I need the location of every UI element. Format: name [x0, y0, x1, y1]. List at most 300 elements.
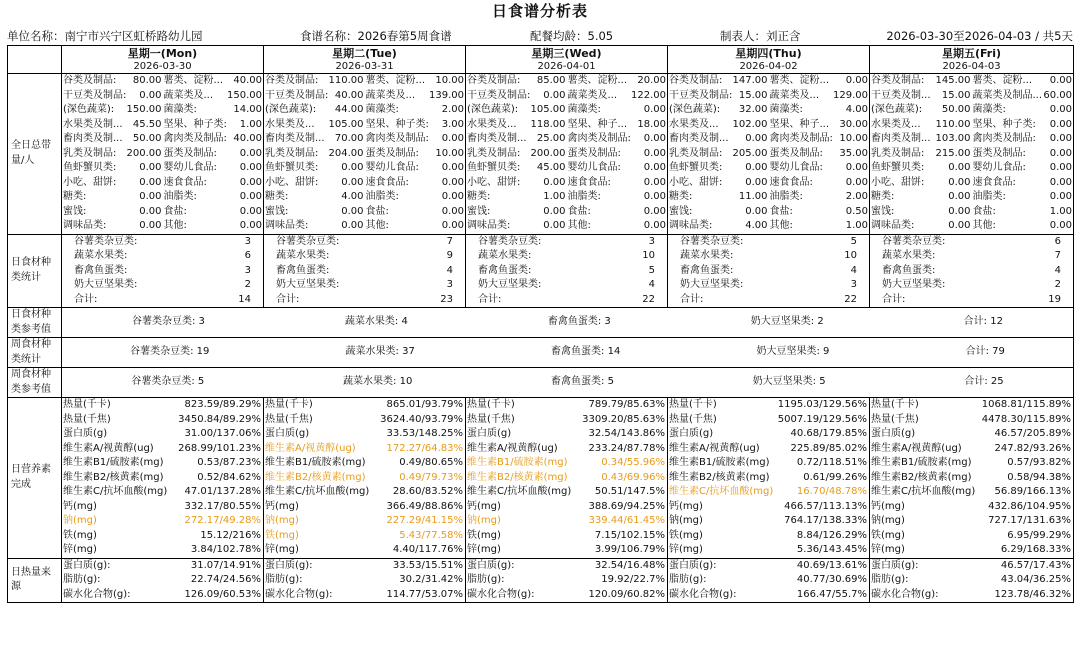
amount-item: [870, 147, 972, 162]
food-category-label: 畜肉类及制...: [265, 133, 325, 144]
nutrient-line: [264, 543, 465, 558]
food-category-label: 油脂类:: [163, 191, 197, 202]
reference-label: 合计:: [965, 346, 989, 358]
nutrient-label: 蛋白质(g): [871, 428, 916, 439]
energy-label: 脂肪(g):: [63, 574, 101, 585]
amount-line: [668, 103, 869, 118]
nutrient-line: [466, 543, 667, 558]
type-label: 奶大豆坚果类:: [882, 279, 946, 290]
energy-line: [870, 559, 1073, 574]
amount-item: [769, 205, 870, 220]
nutrient-value: 0.57/93.82%: [1007, 457, 1071, 468]
food-category-label: 坚果、种子...: [769, 118, 830, 130]
food-category-amount: 40.00: [233, 75, 262, 86]
amount-item: [567, 176, 668, 191]
food-category-label: 坚果、种子类:: [365, 118, 429, 130]
nutrient-value: 3624.40/93.79%: [380, 413, 463, 425]
food-category-label: 其他:: [163, 220, 187, 231]
nutrient-value: 865.01/93.79%: [386, 399, 463, 410]
amount-item: [365, 176, 466, 191]
food-category-label: 水果类及...: [265, 118, 315, 130]
food-category-amount: 44.00: [334, 104, 364, 115]
amount-line: [870, 176, 1073, 191]
amount-item: [567, 161, 668, 176]
reference-value: 2: [817, 316, 824, 328]
amount-item: [365, 147, 466, 162]
food-category-amount: 0.00: [643, 147, 666, 159]
food-category-label: 蔬菜类及...: [163, 89, 214, 101]
type-count: 10: [642, 250, 655, 261]
amount-item: [466, 89, 567, 104]
amount-line: [264, 118, 465, 133]
food-category-label: 速食食品:: [365, 176, 409, 188]
amount-line: [668, 147, 869, 162]
day-date: 2026-03-30: [133, 60, 192, 72]
food-category-label: 婴幼儿食品:: [365, 162, 419, 173]
food-category-label: 坚果、种子类:: [972, 118, 1036, 130]
food-category-amount: 0.00: [139, 205, 162, 217]
amount-item: [769, 132, 870, 147]
nutrient-label: 钠(mg): [871, 515, 905, 526]
food-category-label: 干豆类及制品:: [669, 89, 733, 101]
food-category-label: 调味品类:: [871, 220, 915, 231]
food-category-amount: 0.00: [139, 89, 162, 101]
reference-value: 5: [197, 376, 205, 388]
amount-item: [466, 74, 567, 89]
amount-item: [264, 190, 365, 205]
food-category-label: 婴幼儿食品:: [163, 162, 217, 173]
weekly-ref-values: [62, 368, 1074, 398]
nutrient-line: [466, 529, 667, 544]
amount-item: [62, 190, 163, 205]
nutrient-line: [668, 485, 869, 500]
amount-item: [62, 132, 163, 147]
amount-item: [264, 89, 365, 104]
energy-label: 脂肪(g):: [871, 574, 909, 585]
daily-ref-values: [62, 308, 1074, 338]
nutrient-value: 32.54/143.86%: [588, 428, 665, 439]
amount-item: [62, 89, 163, 104]
food-category-label: 油脂类:: [972, 191, 1006, 202]
nutrient-label: 维生素A/视黄醇(ug): [669, 442, 760, 454]
food-category-label: 蛋类及制品:: [567, 147, 621, 159]
food-category-amount: 0.00: [643, 220, 666, 231]
food-category-amount: 0.00: [341, 205, 364, 217]
food-category-amount: 0.00: [1049, 162, 1072, 173]
food-category-amount: 0.00: [239, 176, 262, 188]
amount-item: [163, 219, 264, 234]
row-label-daily-ref: 日食材种类参考值: [8, 308, 62, 338]
day-date: 2026-04-02: [739, 60, 798, 72]
type-label: 合计:: [74, 293, 98, 305]
reference-value: 3: [198, 316, 205, 328]
day-name: 星期五(Fri): [941, 46, 1002, 60]
nutrient-label: 锌(mg): [63, 544, 97, 555]
food-category-label: 禽肉类及制品:: [769, 133, 833, 144]
table-maker: 制表人：刘正含: [720, 29, 801, 43]
nutrient-value: 3450.84/89.29%: [178, 413, 261, 425]
food-category-amount: 110.00: [935, 118, 971, 130]
food-category-amount: 122.00: [631, 89, 666, 101]
nutrient-value: 8.84/126.29%: [796, 529, 867, 541]
nutrient-label: 钙(mg): [63, 500, 97, 512]
nutrient-label: 维生素B2/核黄素(mg): [467, 471, 568, 483]
nutrient-line: [668, 413, 869, 428]
amount-line: [62, 74, 263, 89]
food-category-label: 蛋类及制品:: [769, 147, 823, 159]
amount-item: [365, 103, 466, 118]
type-count-line: [870, 278, 1073, 293]
nutrient-label: 蛋白质(g): [63, 428, 108, 439]
amount-item: [567, 205, 668, 220]
nutrient-label: 热量(千卡): [871, 399, 919, 410]
food-category-amount: 0.00: [948, 191, 971, 202]
daily-amount-cell: [62, 74, 264, 235]
nutrition-cell: [668, 398, 870, 559]
daily-types-cell: [870, 234, 1074, 308]
reference-label: 蔬菜水果类:: [343, 376, 397, 388]
food-category-label: 薯类、淀粉...: [769, 75, 830, 86]
row-label-daily-types: 日食材种类统计: [8, 234, 62, 308]
reference-label: 畜禽鱼蛋类:: [547, 316, 602, 328]
amount-line: [668, 161, 869, 176]
amount-line: [668, 219, 869, 234]
amount-item: [870, 219, 972, 234]
food-category-amount: 0.00: [341, 162, 364, 173]
food-category-label: 坚果、种子类:: [163, 118, 227, 130]
reference-value: 3: [604, 316, 611, 328]
food-category-label: 谷类及制品:: [265, 75, 319, 86]
type-label: 畜禽鱼蛋类:: [276, 264, 330, 276]
food-category-label: 食盐:: [163, 205, 187, 217]
amount-item: [62, 176, 163, 191]
food-category-amount: 200.00: [126, 147, 162, 159]
food-category-amount: 0.00: [543, 220, 566, 231]
energy-line: [264, 573, 465, 588]
row-label-daily-amount: 全日总带量/人: [8, 74, 62, 235]
daily-amount-cell: [870, 74, 1074, 235]
nutrient-value: 6.29/168.33%: [1000, 544, 1071, 555]
nutrition-cell: [870, 398, 1074, 559]
type-count-line: [466, 293, 667, 308]
food-category-amount: 0.00: [1049, 75, 1072, 86]
nutrient-label: 维生素B2/核黄素(mg): [669, 471, 770, 483]
reference-value: 25: [990, 376, 1004, 388]
reference-value: 10: [399, 376, 413, 388]
amount-line: [466, 219, 667, 234]
food-category-amount: 50.00: [941, 104, 971, 115]
nutrient-value: 3.84/102.78%: [190, 544, 261, 555]
energy-label: 碳水化合物(g):: [467, 588, 535, 600]
food-category-label: 薯类、淀粉...: [972, 75, 1033, 86]
amount-item: [972, 132, 1074, 147]
row-label-weekly-ref: 周食材种类参考值: [8, 368, 62, 398]
nutrient-line: [668, 529, 869, 544]
food-category-label: 水果类及制...: [63, 118, 123, 130]
amount-item: [870, 132, 972, 147]
nutrient-value: 3309.20/85.63%: [582, 413, 665, 425]
amount-item: [972, 161, 1074, 176]
day-name: 星期四(Thu): [735, 46, 802, 60]
food-category-label: 谷类及制品:: [63, 75, 117, 86]
amount-item: [163, 118, 264, 133]
food-category-label: 鱼虾蟹贝类:: [871, 162, 925, 173]
nutrient-line: [668, 442, 869, 457]
nutrient-label: 锌(mg): [467, 544, 501, 555]
reference-label: 蔬菜水果类:: [344, 316, 399, 328]
day-header: [466, 46, 668, 74]
energy-value: 40.69/13.61%: [796, 559, 867, 571]
food-category-label: (深色蔬菜):: [669, 104, 721, 115]
energy-value: 19.92/22.7%: [601, 574, 665, 585]
amount-item: [466, 161, 567, 176]
food-category-label: 谷类及制品:: [467, 75, 521, 86]
food-category-amount: 0.00: [643, 191, 666, 202]
food-category-label: 食盐:: [972, 205, 996, 217]
food-category-amount: 0.00: [948, 205, 971, 217]
nutrient-label: 钙(mg): [265, 500, 299, 512]
amount-item: [466, 190, 567, 205]
weekly-types-values: [62, 338, 1074, 368]
reference-value: 9: [823, 346, 830, 358]
amount-item: [264, 118, 365, 133]
food-category-amount: 215.00: [935, 147, 971, 159]
reference-item: [551, 375, 614, 390]
reference-value: 14: [607, 346, 621, 358]
recipe-name: 食谱名称：2026春第5周食谱: [300, 29, 452, 43]
food-category-label: 蔬菜类及...: [365, 89, 416, 101]
amount-item: [163, 103, 264, 118]
food-category-amount: 25.00: [536, 133, 566, 144]
amount-item: [567, 219, 668, 234]
amount-item: [769, 219, 870, 234]
nutrient-label: 维生素B1/硫胺素(mg): [669, 457, 770, 468]
amount-item: [264, 132, 365, 147]
nutrient-value: 33.53/148.25%: [386, 428, 463, 439]
date-range: 2026-03-30至2026-04-03 / 共5天: [886, 29, 1073, 43]
food-category-label: 干豆类及制品:: [63, 89, 127, 101]
energy-line: [466, 559, 667, 574]
food-category-amount: 30.00: [839, 118, 868, 130]
food-category-label: 鱼虾蟹贝类:: [467, 162, 521, 173]
food-category-amount: 70.00: [334, 133, 364, 144]
food-category-amount: 110.00: [328, 75, 364, 86]
food-category-label: 菌藻类:: [972, 104, 1006, 115]
food-category-amount: 0.00: [845, 75, 868, 86]
nutrient-value: 388.69/94.25%: [588, 500, 665, 512]
amount-item: [365, 161, 466, 176]
nutrient-label: 钠(mg): [63, 515, 97, 526]
amount-item: [870, 205, 972, 220]
nutrient-line: [870, 398, 1073, 413]
page-title: 日食谱分析表: [491, 2, 588, 20]
amount-item: [163, 161, 264, 176]
energy-line: [62, 559, 263, 574]
food-category-amount: 0.00: [1049, 118, 1072, 130]
day-date: 2026-04-01: [537, 60, 596, 72]
reference-line: [62, 315, 1073, 330]
energy-value: 22.74/24.56%: [190, 574, 261, 585]
reference-label: 奶大豆坚果类:: [750, 316, 815, 328]
food-category-amount: 0.00: [1049, 191, 1072, 202]
amount-line: [466, 205, 667, 220]
energy-label: 碳水化合物(g):: [669, 588, 737, 600]
food-category-label: 蛋类及制品:: [365, 147, 419, 159]
amount-item: [163, 190, 264, 205]
amount-item: [972, 205, 1074, 220]
energy-value: 40.77/30.69%: [796, 574, 867, 585]
food-category-label: 水果类及...: [669, 118, 719, 130]
nutrient-line: [870, 514, 1073, 529]
nutrient-label: 维生素B1/硫胺素(mg): [467, 457, 568, 468]
food-category-amount: 0.00: [845, 162, 868, 173]
amount-item: [62, 161, 163, 176]
food-category-amount: 1.00: [1049, 205, 1072, 217]
row-label-nutrition: 日营养素完成: [8, 398, 62, 559]
food-category-amount: 40.00: [334, 89, 364, 101]
amount-line: [62, 103, 263, 118]
daily-types-cell: [62, 234, 264, 308]
food-category-label: 小吃、甜饼:: [871, 176, 925, 188]
type-label: 奶大豆坚果类:: [680, 279, 744, 290]
amount-line: [870, 103, 1073, 118]
nutrient-value: 50.51/147.5%: [594, 486, 665, 497]
type-count: 10: [844, 250, 857, 261]
food-category-amount: 0.00: [543, 89, 566, 101]
energy-line: [668, 588, 869, 603]
nutrient-label: 维生素A/视黄醇(ug): [467, 442, 558, 454]
nutrient-value: 5007.19/129.56%: [777, 413, 867, 425]
food-category-label: 速食食品:: [769, 176, 813, 188]
amount-line: [62, 219, 263, 234]
amount-item: [163, 132, 264, 147]
type-label: 蔬菜水果类:: [276, 250, 330, 261]
type-count: 6: [244, 250, 251, 261]
amount-item: [769, 161, 870, 176]
amount-item: [870, 176, 972, 191]
unit-name: 单位名称：南宁市兴宁区虹桥路幼儿园: [7, 29, 203, 43]
food-category-label: 其他:: [567, 220, 591, 231]
food-category-amount: 0.00: [441, 191, 464, 202]
food-category-amount: 0.00: [441, 205, 464, 217]
food-category-amount: 15.00: [941, 89, 971, 101]
food-category-label: 鱼虾蟹贝类:: [63, 162, 117, 173]
nutrient-line: [466, 471, 667, 486]
reference-item: [751, 315, 824, 330]
nutrient-label: 热量(千焦): [63, 413, 111, 425]
food-category-label: 谷类及制品:: [871, 75, 925, 86]
food-category-amount: 14.00: [233, 104, 262, 115]
food-category-amount: 11.00: [738, 191, 768, 202]
nutrient-value: 7.15/102.15%: [594, 529, 665, 541]
food-category-label: 乳类及制品:: [871, 147, 925, 159]
amount-line: [466, 74, 667, 89]
type-count: 4: [648, 279, 655, 290]
amount-item: [466, 147, 567, 162]
nutrient-label: 钙(mg): [467, 500, 501, 512]
type-count-line: [668, 293, 869, 308]
nutrient-line: [62, 456, 263, 471]
food-category-label: 鱼虾蟹贝类:: [669, 162, 723, 173]
amount-line: [62, 161, 263, 176]
nutrient-line: [466, 514, 667, 529]
food-category-amount: 200.00: [530, 147, 566, 159]
weekly-types-row: [8, 338, 1074, 368]
daily-types-cell: [264, 234, 466, 308]
type-count: 4: [850, 264, 857, 276]
energy-line: [62, 573, 263, 588]
day-name: 星期三(Wed): [531, 46, 602, 60]
nutrient-label: 维生素B2/核黄素(mg): [63, 471, 164, 483]
food-category-amount: 35.00: [839, 147, 868, 159]
type-label: 奶大豆坚果类:: [276, 279, 340, 290]
type-count-line: [62, 235, 263, 250]
type-count: 2: [1054, 279, 1061, 290]
nutrient-label: 蛋白质(g): [265, 428, 310, 439]
food-category-amount: 145.00: [935, 75, 971, 86]
reference-line: [62, 345, 1073, 360]
nutrient-label: 钠(mg): [265, 515, 299, 526]
nutrient-line: [870, 500, 1073, 515]
food-category-label: 乳类及制品:: [467, 147, 521, 159]
average-age: 配餐均龄：5.05: [530, 29, 614, 43]
reference-label: 畜禽鱼蛋类:: [551, 346, 605, 358]
amount-item: [62, 205, 163, 220]
nutrient-value: 0.53/87.23%: [197, 457, 261, 468]
nutrient-value: 46.57/205.89%: [994, 428, 1071, 439]
reference-item: [131, 375, 204, 390]
amount-item: [567, 103, 668, 118]
amount-line: [264, 74, 465, 89]
amount-item: [972, 190, 1074, 205]
reference-label: 蔬菜水果类:: [345, 346, 399, 358]
nutrient-line: [870, 529, 1073, 544]
food-category-label: 薯类、淀粉...: [365, 75, 426, 86]
energy-value: 123.78/46.32%: [994, 588, 1071, 600]
food-category-amount: 60.00: [1043, 89, 1072, 101]
nutrient-label: 热量(千焦): [669, 413, 717, 425]
amount-line: [466, 132, 667, 147]
amount-line: [668, 74, 869, 89]
food-category-label: 禽肉类及制品:: [567, 133, 631, 144]
amount-item: [62, 74, 163, 89]
amount-item: [567, 89, 668, 104]
nutrient-value: 823.59/89.29%: [184, 399, 261, 410]
food-category-amount: 3.00: [441, 118, 464, 130]
type-label: 谷薯类杂豆类:: [74, 235, 138, 247]
amount-line: [668, 132, 869, 147]
food-category-label: 调味品类:: [63, 220, 107, 231]
nutrient-line: [466, 442, 667, 457]
type-count: 7: [1054, 250, 1061, 261]
food-category-amount: 0.00: [1049, 220, 1072, 231]
daily-types-row: [8, 234, 1074, 308]
food-category-label: 蔬菜类及...: [567, 89, 618, 101]
nutrient-label: 锌(mg): [669, 544, 703, 555]
nutrient-label: 铁(mg): [265, 529, 299, 541]
nutrient-value: 4478.30/115.89%: [981, 413, 1071, 425]
type-label: 畜禽鱼蛋类:: [74, 264, 128, 276]
nutrient-value: 0.34/55.96%: [601, 457, 665, 468]
type-count-line: [870, 235, 1073, 250]
amount-item: [62, 219, 163, 234]
nutrient-label: 蛋白质(g): [669, 428, 714, 439]
amount-item: [972, 89, 1074, 104]
nutrient-line: [264, 456, 465, 471]
energy-source-row: [8, 558, 1074, 603]
food-category-amount: 0.00: [1049, 133, 1072, 144]
nutrient-value: 432.86/104.95%: [988, 500, 1071, 512]
